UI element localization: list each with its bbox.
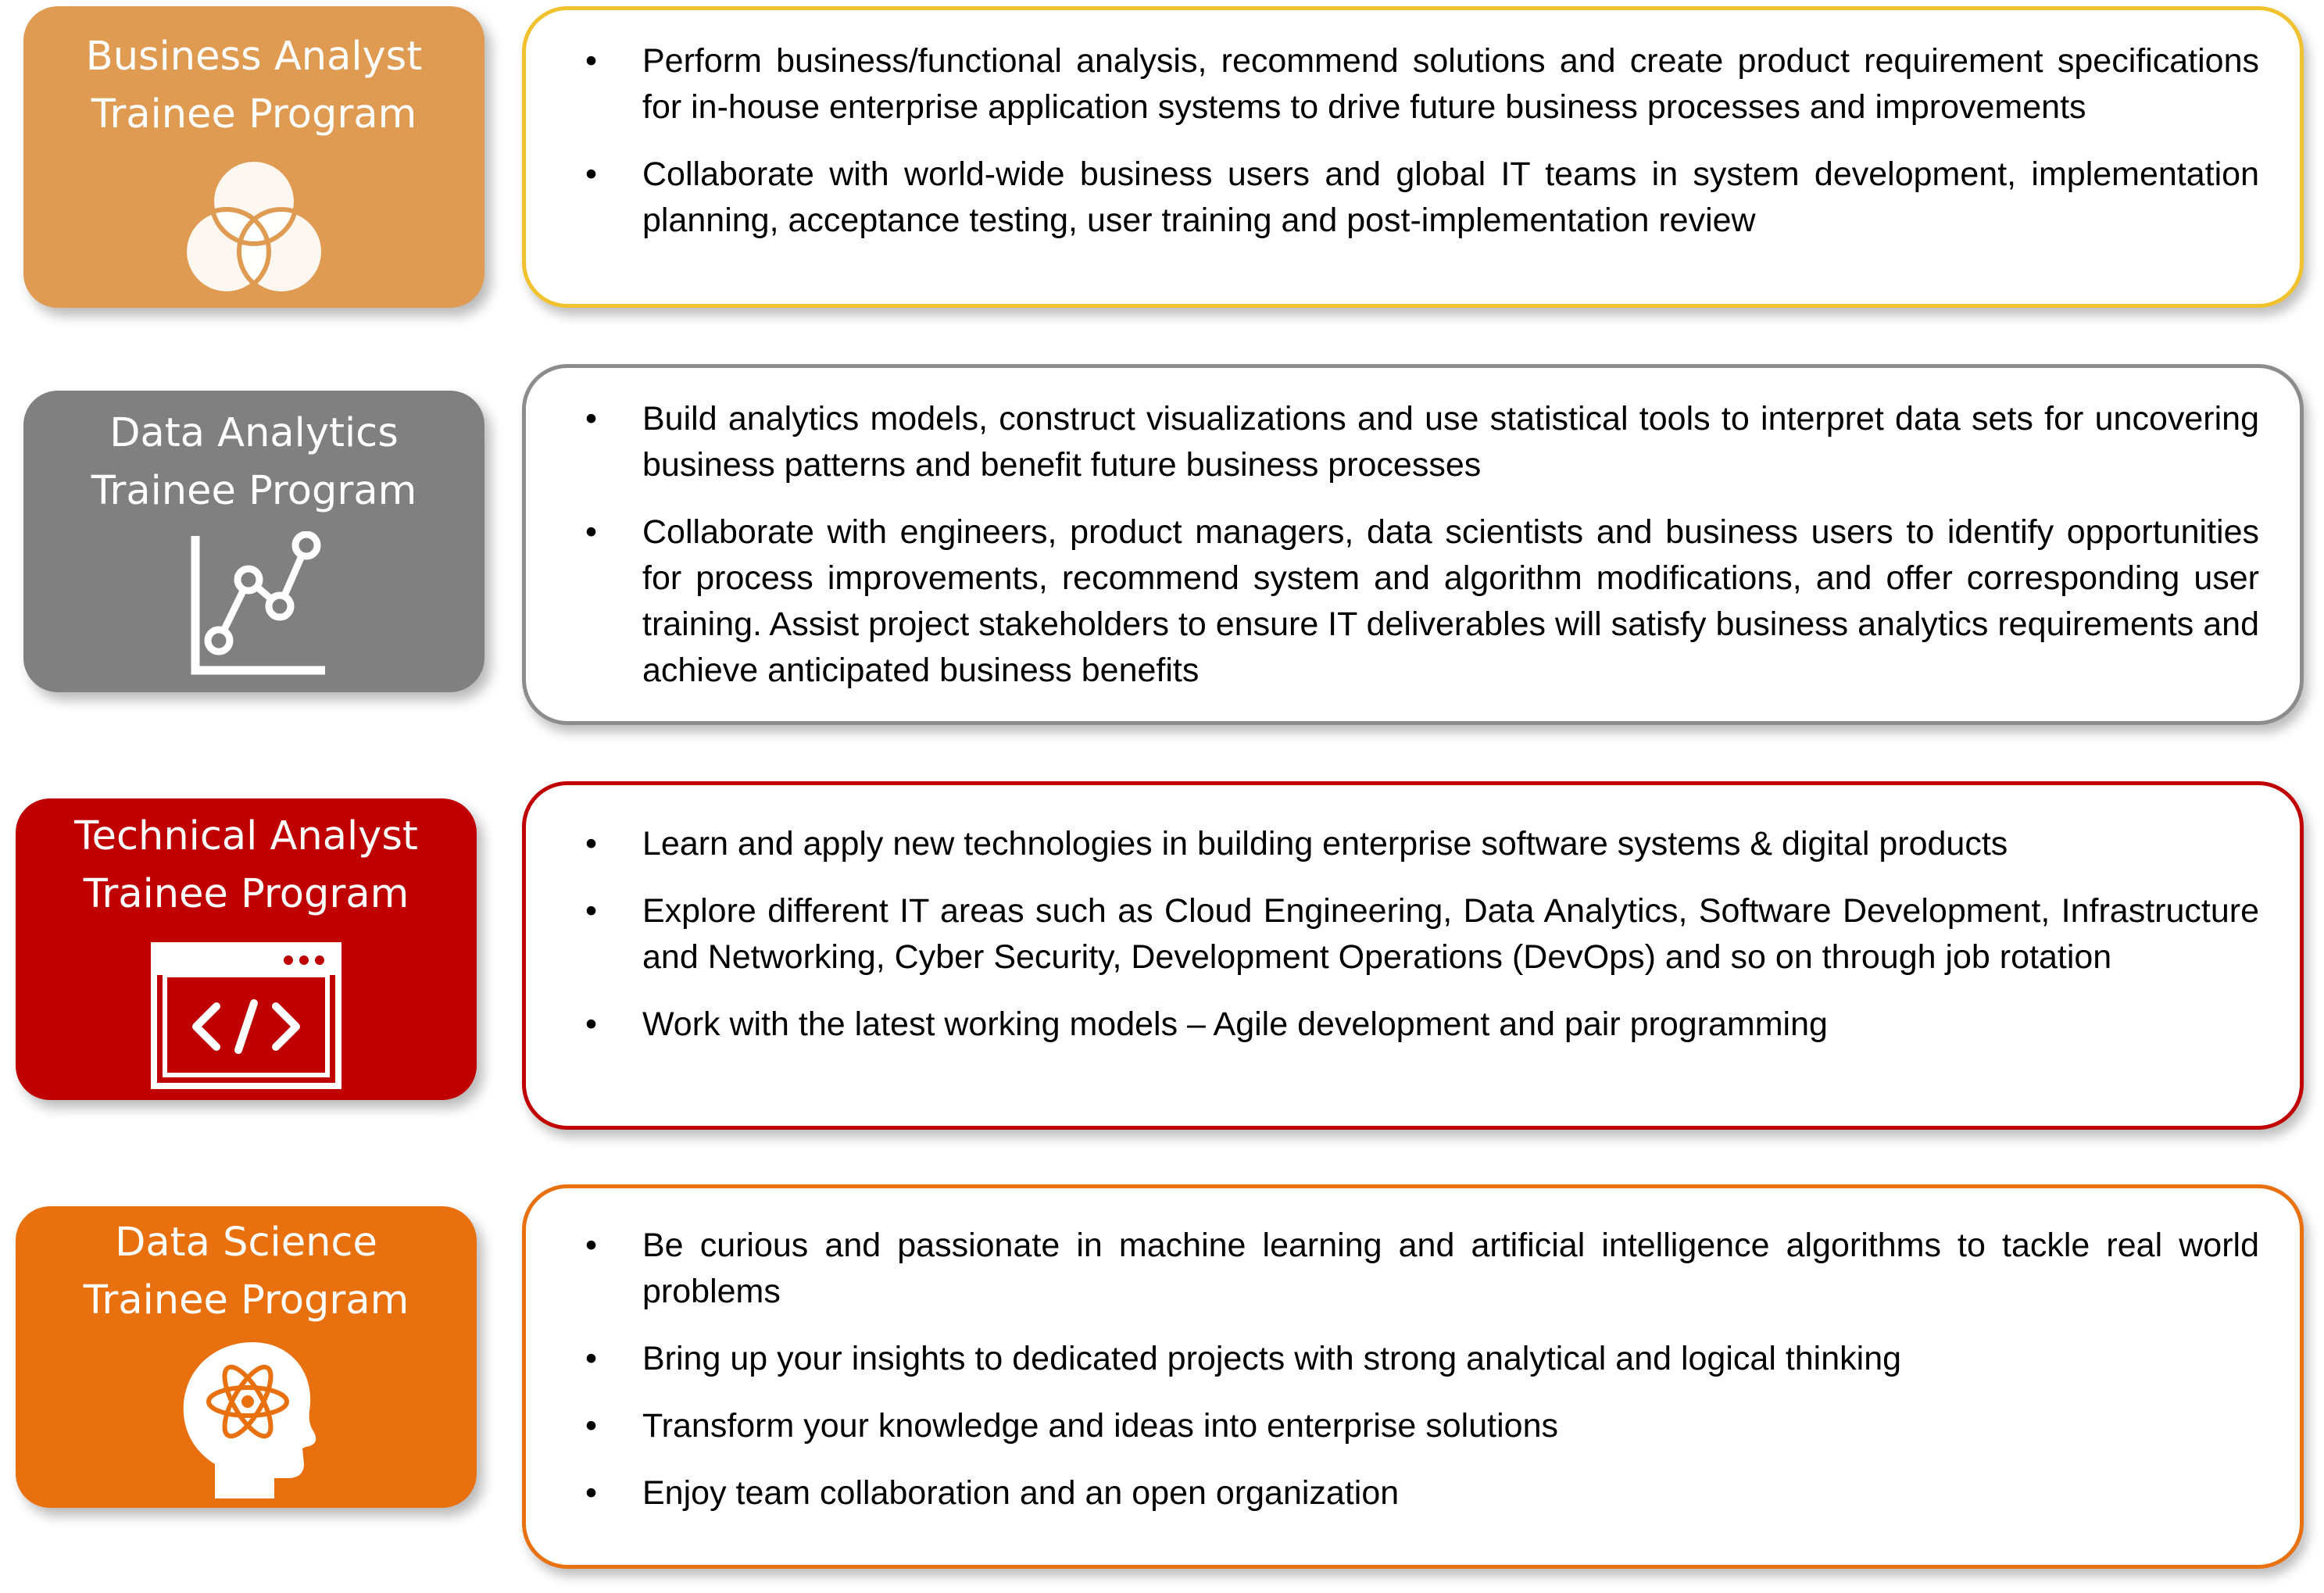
badge-data-analytics	[23, 391, 484, 692]
badge-title-line1: Business Analyst	[85, 34, 423, 80]
card-data-science	[522, 1184, 2304, 1569]
badge-title-line1: Data Analytics	[109, 410, 399, 456]
list-item: • Bring up your insights to dedicated projects with strong analytical and logical thinking	[585, 1340, 1902, 1377]
bullet-list	[526, 821, 2300, 1069]
badge-business-analyst	[23, 6, 484, 308]
card-business-analyst	[522, 6, 2304, 308]
code-window-icon	[151, 942, 341, 1089]
card-data-analytics	[522, 364, 2304, 725]
bullet-list	[526, 396, 2300, 715]
bullet-list	[526, 1223, 2300, 1538]
badge-title-line2: Trainee Program	[83, 871, 409, 917]
badge-title-line1: Data Science	[115, 1220, 377, 1266]
badge-technical-analyst	[16, 798, 477, 1100]
list-item: • Transform your knowledge and ideas into enterprise solutions	[585, 1407, 1558, 1445]
badge-data-science	[16, 1206, 477, 1508]
atom-head-icon	[176, 1339, 316, 1500]
list-item: • Build analytics models, construct visualizations and use statistical tools to interpret data sets for uncovering business patterns and benefit future business processes	[585, 400, 2259, 484]
list-item: • Perform business/functional analysis, recommend solutions and create product requirement specifications for in-house enterprise application systems to drive future business processes and improvements	[585, 42, 2259, 126]
line-chart-icon	[180, 531, 328, 680]
badge-title-line2: Trainee Program	[91, 91, 417, 138]
badge-title-line2: Trainee Program	[83, 1277, 409, 1323]
list-item: • Explore different IT areas such as Cloud Engineering, Data Analytics, Software Development, Infrastructure and Networking, Cyber Security, Development Operations (DevOps) and so on through job rotation	[585, 892, 2259, 976]
list-item: • Work with the latest working models – Agile development and pair programming	[585, 1005, 1828, 1043]
list-item: • Learn and apply new technologies in building enterprise software systems & digital products	[585, 825, 2008, 863]
list-item: • Be curious and passionate in machine learning and artificial intelligence algorithms to tackle real world problems	[585, 1227, 2259, 1310]
venn-diagram-icon	[181, 156, 327, 302]
list-item: • Collaborate with engineers, product managers, data scientists and business users to identify opportunities for process improvements, recommend system and algorithm modifications, and offer corresponding user training. Assist project stakeholders to ensure IT deliverables will satisfy business analytics requirements and achieve anticipated business benefits	[585, 513, 2259, 689]
bullet-list	[526, 38, 2300, 265]
card-technical-analyst	[522, 781, 2304, 1130]
list-item: • Collaborate with world-wide business users and global IT teams in system development, implementation planning, acceptance testing, user training and post-implementation review	[585, 155, 2259, 239]
badge-title-line2: Trainee Program	[91, 468, 417, 514]
list-item: • Enjoy team collaboration and an open organization	[585, 1474, 1400, 1512]
badge-title-line1: Technical Analyst	[74, 813, 418, 859]
